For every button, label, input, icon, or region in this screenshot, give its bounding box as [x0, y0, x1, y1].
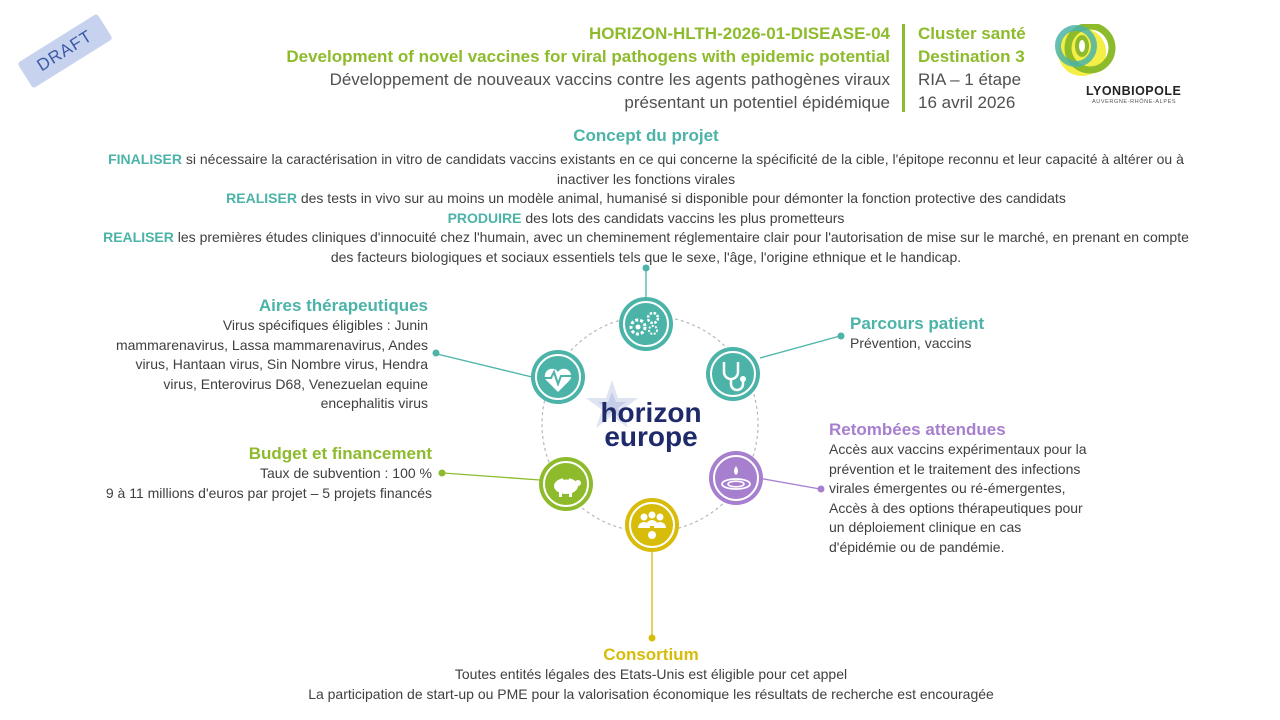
- concept-keyword: FINALISER: [108, 151, 182, 167]
- logo-name: LYONBIOPOLE: [1086, 84, 1182, 98]
- concept-keyword: REALISER: [103, 229, 174, 245]
- aires-line: virus, Enterovirus D68, Venezuelan equine: [163, 375, 428, 392]
- consortium-line: Toutes entités légales des Etats-Unis est éligible pour cet appel: [454, 666, 848, 682]
- concept-text: si nécessaire la caractérisation in vitro de candidats vaccins existants en ce qui concerne la spécificité de la cible, l'épitope reconnu et leur capacité à altérer ou à: [182, 151, 1184, 167]
- concept-keyword: REALISER: [226, 190, 297, 206]
- aires-title: Aires thérapeutiques: [258, 296, 428, 315]
- aires-line: mammarenavirus, Lassa mammarenavirus, Andes: [115, 336, 428, 353]
- section-parcours: [850, 314, 1150, 354]
- aires-body: [68, 316, 428, 414]
- stethoscope-icon: [706, 347, 760, 401]
- cluster-label: Cluster santé: [918, 24, 1026, 43]
- piggy-bank-icon: [539, 457, 593, 511]
- concept-keyword: PRODUIRE: [447, 209, 522, 226]
- connector-parcours: [760, 336, 840, 358]
- section-budget: [12, 444, 432, 503]
- retombees-line: un déploiement clinique en cas: [829, 519, 1022, 535]
- gears-icon: [619, 297, 673, 351]
- connector-aires: [437, 354, 532, 377]
- concept-text-continued: inactiver les fonctions virales: [556, 170, 736, 187]
- parcours-title: Parcours patient: [850, 314, 985, 333]
- concept-text: des tests in vivo sur au moins un modèle animal, humanisé si disponible pour démonter la fonction protective des candidats: [296, 190, 1066, 206]
- consortium-line: La participation de start-up ou PME pour la valorisation économique les résultats de recherche est encouragée: [308, 685, 994, 702]
- parcours-body: [850, 334, 1150, 354]
- retombees-line: virales émergentes ou ré-émergentes,: [829, 480, 1066, 496]
- consortium-body: [0, 665, 1280, 704]
- draft-stamp: DRAFT: [17, 13, 113, 88]
- hub-line2: europe: [604, 421, 698, 452]
- consortium-title: Consortium: [603, 645, 699, 664]
- call-code: HORIZON-HLTH-2026-01-DISEASE-04: [588, 24, 890, 43]
- action-type: RIA – 1 étape: [918, 70, 1022, 89]
- parcours-line: Prévention, vaccins: [850, 335, 972, 351]
- budget-body: [12, 464, 432, 503]
- deadline-date: 16 avril 2026: [918, 93, 1016, 112]
- call-title-en: Development of novel vaccines for viral pathogens with epidemic potential: [286, 47, 890, 66]
- connector-retombees: [758, 478, 820, 489]
- aires-line: virus, Hantaan virus, Sin Nombre virus, Hendra: [135, 356, 428, 372]
- heart-pulse-icon: [531, 350, 585, 404]
- connector-budget: [443, 473, 540, 480]
- people-icon: [625, 498, 679, 552]
- call-title-fr-line1: Développement de nouveaux vaccins contre les agents pathogènes viraux: [329, 70, 890, 89]
- section-aires: [68, 296, 428, 414]
- water-drop-icon: [709, 451, 763, 505]
- concept-text-continued: des facteurs biologiques et sociaux essentiels tels que le sexe, l'âge, l'origine ethnique et le handicap.: [330, 248, 962, 265]
- aires-line: Virus spécifiques éligibles : Junin: [222, 317, 428, 333]
- concept-text: des lots des candidats vaccins les plus prometteurs: [521, 209, 845, 226]
- logo-tagline: AUVERGNE-RHÔNE-ALPES: [1092, 99, 1177, 105]
- budget-line: Taux de subvention : 100 %: [259, 465, 432, 481]
- retombees-title: Retombées attendues: [829, 420, 1006, 439]
- retombees-line: Accès à des options thérapeutiques pour: [829, 499, 1083, 516]
- retombees-line: prévention et le traitement des infections: [829, 460, 1081, 477]
- call-title-fr-line2: présentant un potentiel épidémique: [624, 93, 890, 112]
- retombees-line: Accès aux vaccins expérimentaux pour la: [829, 441, 1087, 457]
- budget-title: Budget et financement: [248, 444, 432, 463]
- concept-text: les premières études cliniques d'innocuité chez l'humain, avec un cheminement réglementaire clair pour l'autorisation de mise sur le marché, en prenant en compte: [173, 229, 1189, 245]
- section-retombees: [829, 420, 1129, 557]
- aires-line: encephalitis virus: [320, 395, 428, 411]
- destination-label: Destination 3: [918, 47, 1025, 66]
- concept-title: Concept du projet: [573, 126, 719, 145]
- retombees-line: d'épidémie ou de pandémie.: [829, 538, 1005, 555]
- hub-line1: horizon: [600, 397, 702, 428]
- section-consortium: [0, 645, 1280, 704]
- budget-line: 9 à 11 millions d'euros par projet – 5 projets financés: [105, 484, 432, 501]
- retombees-body: [829, 440, 1129, 557]
